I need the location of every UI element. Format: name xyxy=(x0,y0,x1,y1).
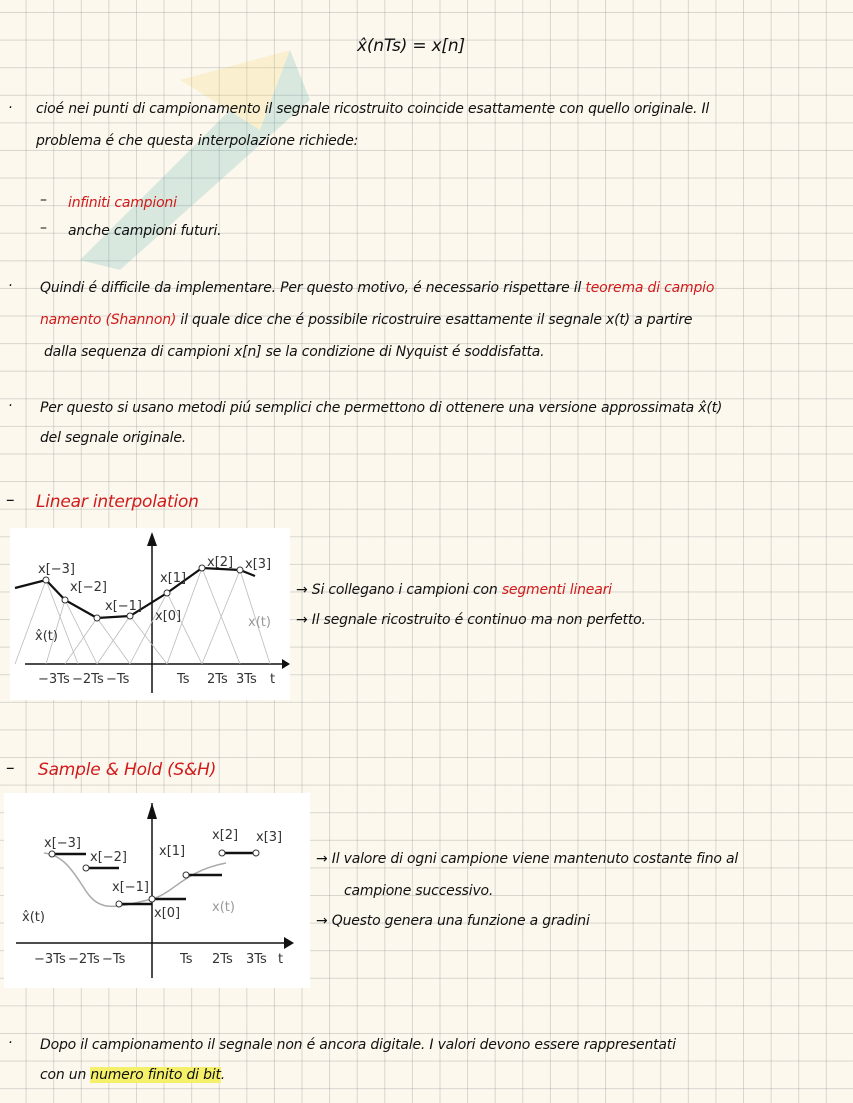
xt-label: x(t) xyxy=(248,615,271,630)
tick-label: Ts xyxy=(180,952,193,967)
tick-label: t xyxy=(270,672,276,687)
tick-label: 2Ts xyxy=(207,672,228,687)
xhat-label: x̂(t) xyxy=(22,910,45,925)
linear-interpolation-figure xyxy=(10,528,290,700)
sample-label: x[3] xyxy=(256,830,283,845)
bullet: · xyxy=(8,278,13,294)
list-item: infiniti campioni xyxy=(68,195,177,211)
sample-points xyxy=(49,850,259,907)
text: Il segnale ricostruito é continuo ma non perfetto. xyxy=(311,612,646,628)
arrow-item: → Il segnale ricostruito é continuo ma non perfetto. xyxy=(296,612,646,628)
sample-label: x[0] xyxy=(154,906,181,921)
text: il quale dice che é possibile ricostruire esattamente il segnale x(t) a partire xyxy=(176,312,693,328)
sample-label: x[−3] xyxy=(38,562,76,577)
formula: x̂(nTs) = x[n] xyxy=(357,36,465,56)
dash: – xyxy=(40,220,47,236)
bullet4-line1: Dopo il campionamento il segnale non é ancora digitale. I valori devono essere rappresentati xyxy=(40,1037,676,1053)
text: Il valore di ogni campione viene mantenuto costante fino al xyxy=(331,851,739,867)
triangle-kernels xyxy=(15,568,270,664)
bullet1-line1: cioé nei punti di campionamento il segnale ricostruito coincide esattamente con quello originale. Il xyxy=(36,101,710,117)
text: . xyxy=(220,1067,226,1083)
bullet1-line2: problema é che questa interpolazione richiede: xyxy=(36,133,359,149)
sample-label: x[2] xyxy=(212,828,239,843)
sample-label: x[−2] xyxy=(70,580,108,595)
bullet: · xyxy=(8,1035,13,1051)
red-text: segmenti lineari xyxy=(501,582,612,598)
arrow-item-cont: campione successivo. xyxy=(344,883,494,899)
list-item: anche campioni futuri. xyxy=(68,223,222,239)
arrow-item: → Il valore di ogni campione viene mantenuto costante fino al xyxy=(316,851,739,867)
bullet3-line1: Per questo si usano metodi piú semplici che permettono di ottenere una versione approssimata x̂(t) xyxy=(40,400,723,416)
dash: – xyxy=(6,490,15,510)
dash: – xyxy=(40,192,47,208)
tick-label: Ts xyxy=(177,672,190,687)
sample-label: x[0] xyxy=(155,609,182,624)
sample-label: x[−3] xyxy=(44,836,82,851)
text: Quindi é difficile da implementare. Per questo motivo, é necessario rispettare il xyxy=(40,280,586,296)
arrow-item: → Si collegano i campioni con segmenti lineari xyxy=(296,582,612,598)
sample-label: x[1] xyxy=(160,571,187,586)
red-text: teorema di campio xyxy=(585,280,715,296)
sample-label: x[−1] xyxy=(112,880,150,895)
axis-arrow-icon xyxy=(147,803,157,819)
tick-label: 3Ts xyxy=(236,672,257,687)
highlighted-text: numero finito di bit xyxy=(90,1067,221,1083)
text: Si collegano i campioni con xyxy=(311,582,502,598)
tick-label: −Ts xyxy=(106,672,130,687)
tick-label: −3Ts xyxy=(38,672,70,687)
sample-label: x[1] xyxy=(159,844,186,859)
tick-label: 3Ts xyxy=(246,952,267,967)
section-title-linear: Linear interpolation xyxy=(36,492,199,512)
tick-label: t xyxy=(278,952,284,967)
tick-label: −2Ts xyxy=(68,952,100,967)
sample-label: x[3] xyxy=(245,557,272,572)
tick-label: 2Ts xyxy=(212,952,233,967)
bullet: · xyxy=(8,398,13,414)
sample-label: x[−1] xyxy=(105,599,143,614)
section-title-sample-hold: Sample & Hold (S&H) xyxy=(38,760,217,780)
red-text: namento (Shannon) xyxy=(40,312,177,328)
text: Questo genera una funzione a gradini xyxy=(331,913,590,929)
dash: – xyxy=(6,758,15,778)
xhat-label: x̂(t) xyxy=(35,629,58,644)
bullet2-line2 xyxy=(40,312,692,328)
tick-label: −Ts xyxy=(102,952,126,967)
tick-label: −2Ts xyxy=(72,672,104,687)
xt-label: x(t) xyxy=(212,900,235,915)
text: con un xyxy=(40,1067,91,1083)
sample-label: x[−2] xyxy=(90,850,128,865)
sample-label: x[2] xyxy=(207,555,234,570)
axis-arrow-icon xyxy=(282,659,290,669)
arrow-item: → Questo genera una funzione a gradini xyxy=(316,913,590,929)
bullet: · xyxy=(8,100,13,116)
bullet4-line2 xyxy=(40,1067,225,1083)
axis-arrow-icon xyxy=(284,937,294,949)
axis-arrow-icon xyxy=(147,532,157,546)
tick-label: −3Ts xyxy=(34,952,66,967)
bullet2-line3: dalla sequenza di campioni x[n] se la condizione di Nyquist é soddisfatta. xyxy=(44,344,545,360)
bullet2-line1 xyxy=(40,280,714,296)
sample-hold-figure xyxy=(4,793,310,988)
bullet3-line2: del segnale originale. xyxy=(40,430,187,446)
